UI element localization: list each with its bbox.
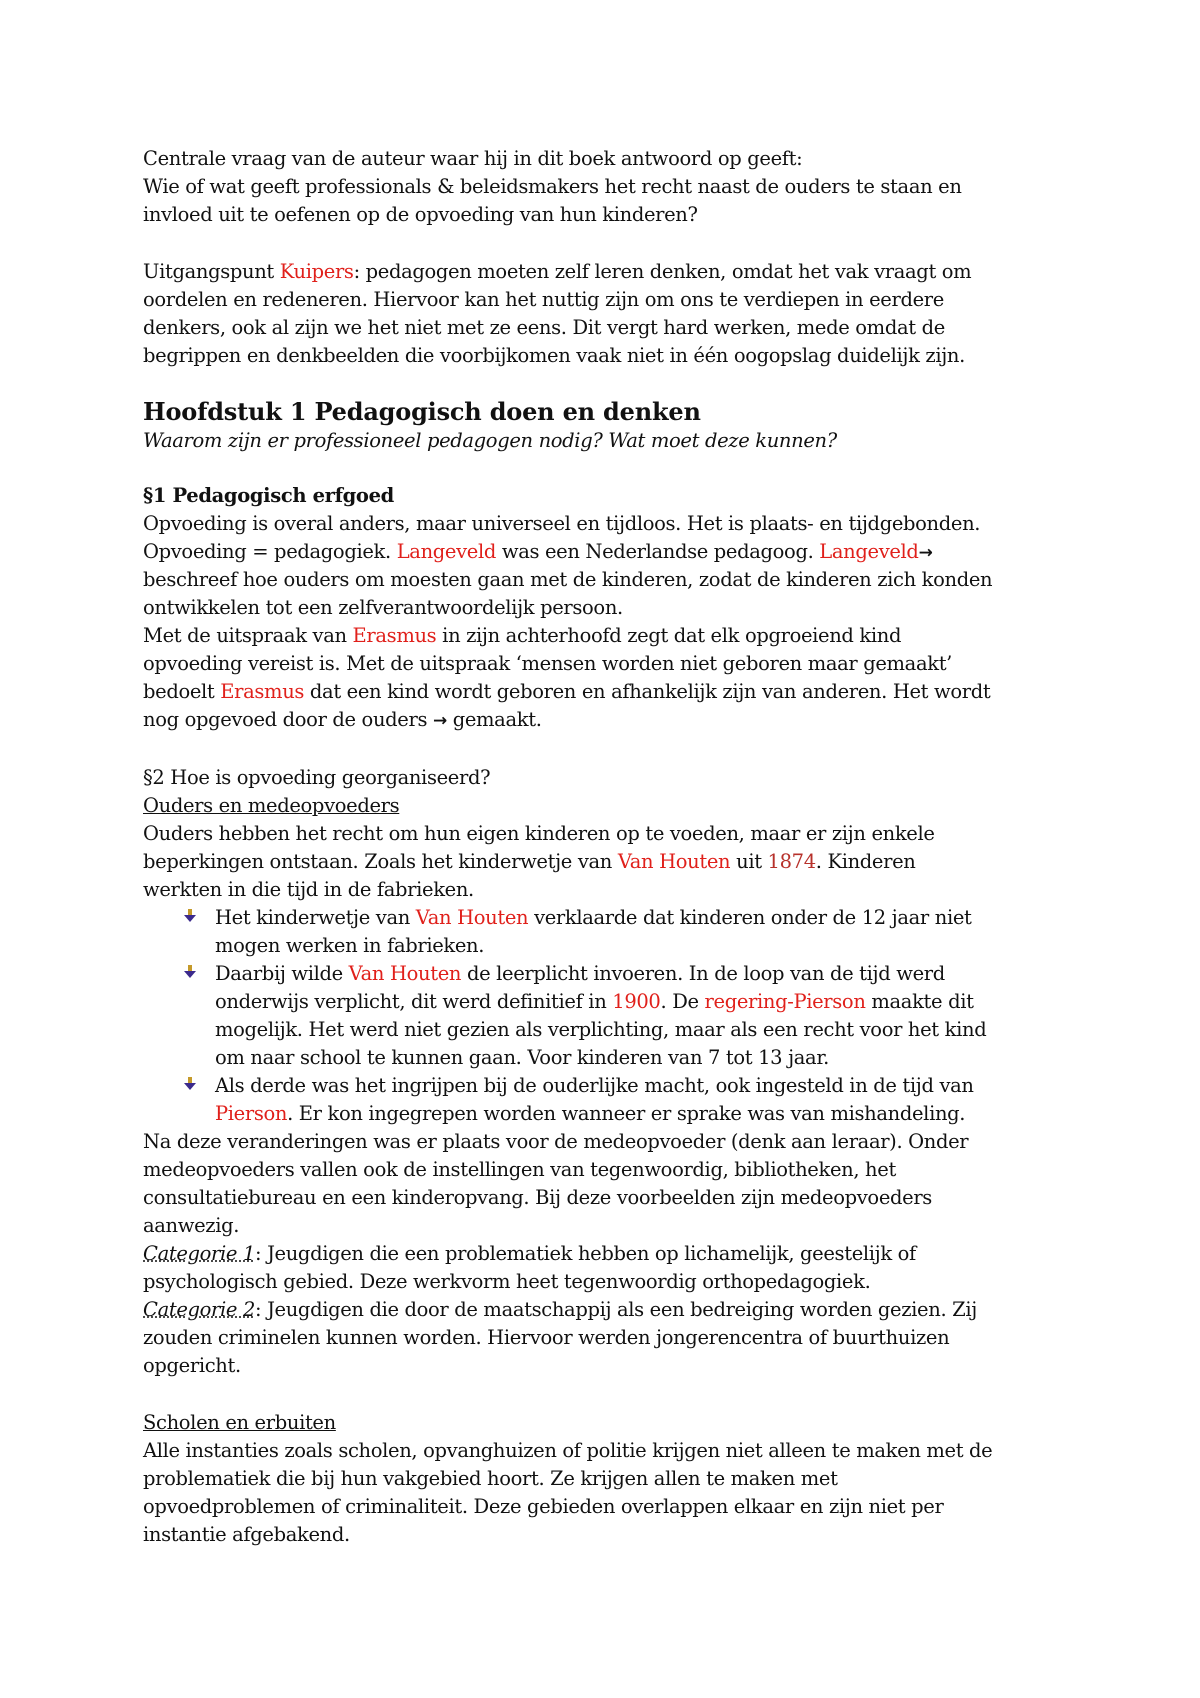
text-span: beperkingen ontstaan. Zoals het kinderwetje van xyxy=(143,850,618,873)
scholen-line-4: instantie afgebakend. xyxy=(143,1523,350,1546)
year-1900: 1900 xyxy=(612,990,661,1013)
name-langeveld: Langeveld xyxy=(396,540,496,563)
section-1-heading: §1 Pedagogisch erfgoed xyxy=(143,484,394,507)
section-1-line-3: beschreef hoe ouders om moesten gaan met de kinderen, zodat de kinderen zich konden xyxy=(143,568,993,591)
text-span: uit xyxy=(730,850,768,873)
text-span: bedoelt xyxy=(143,680,221,703)
category-1-line-2: psychologisch gebied. Deze werkvorm heet tegenwoordig orthopedagogiek. xyxy=(143,1270,871,1293)
name-pierson: Pierson xyxy=(215,1102,288,1125)
name-regering-pierson: regering-Pierson xyxy=(704,990,866,1013)
bullet-3-line-2 xyxy=(215,1100,965,1128)
chapter-subtitle: Waarom zijn er professioneel pedagogen nodig? Wat moet deze kunnen? xyxy=(143,429,837,452)
text-span: Daarbij wilde xyxy=(215,962,349,985)
intro-line-3: invloed uit te oefenen op de opvoeding van hun kinderen? xyxy=(143,203,698,226)
bullet-3-line-1: Als derde was het ingrijpen bij de ouderlijke macht, ook ingesteld in de tijd van xyxy=(215,1074,974,1097)
bullet-arrow-icon xyxy=(183,965,197,979)
name-van-houten: Van Houten xyxy=(415,906,529,929)
chapter-title: Hoofdstuk 1 Pedagogisch doen en denken xyxy=(143,397,701,426)
scholen-line-1: Alle instanties zoals scholen, opvanghuizen of politie krijgen niet alleen te maken met de xyxy=(143,1439,993,1462)
text-span: Met de uitspraak van xyxy=(143,624,353,647)
uitgangspunt-line-4: begrippen en denkbeelden die voorbijkomen vaak niet in één oogopslag duidelijk zijn. xyxy=(143,344,965,367)
name-langeveld: Langeveld xyxy=(819,540,919,563)
author-name-kuipers: Kuipers xyxy=(279,260,354,283)
bullet-arrow-icon xyxy=(183,909,197,923)
name-van-houten: Van Houten xyxy=(348,962,462,985)
text-span: : Jeugdigen die een problematiek hebben op lichamelijk, geestelijk of xyxy=(255,1242,916,1265)
text-span: in zijn achterhoofd zegt dat elk opgroeiend kind xyxy=(436,624,902,647)
text-span: . Kinderen xyxy=(815,850,916,873)
section-2-line-6: consultatiebureau en een kinderopvang. Bij deze voorbeelden zijn medeopvoeders xyxy=(143,1186,932,1209)
bullet-1-line-2: mogen werken in fabrieken. xyxy=(215,934,485,957)
subheading-ouders: Ouders en medeopvoeders xyxy=(143,794,400,817)
name-erasmus: Erasmus xyxy=(220,680,305,703)
uitgangspunt-line-1 xyxy=(143,258,971,286)
text-span: : Jeugdigen die door de maatschappij als een bedreiging worden gezien. Zij xyxy=(255,1298,977,1321)
section-1-line-4: ontwikkelen tot een zelfverantwoordelijk persoon. xyxy=(143,596,623,619)
section-2-line-1: Ouders hebben het recht om hun eigen kinderen op te voeden, maar er zijn enkele xyxy=(143,822,935,845)
scholen-line-3: opvoedproblemen of criminaliteit. Deze gebieden overlappen elkaar en zijn niet per xyxy=(143,1495,944,1518)
section-2-line-7: aanwezig. xyxy=(143,1214,240,1237)
section-2-line-3: werkten in die tijd in de fabrieken. xyxy=(143,878,474,901)
right-arrow-icon: → xyxy=(918,543,933,563)
text-span: maakte dit xyxy=(865,990,974,1013)
bullet-2-line-2 xyxy=(215,988,974,1016)
uitgangspunt-prefix: Uitgangspunt xyxy=(143,260,280,283)
right-arrow-icon: → xyxy=(432,711,447,731)
text-span: de leerplicht invoeren. In de loop van de tijd werd xyxy=(461,962,945,985)
text-span: . De xyxy=(660,990,705,1013)
intro-line-1: Centrale vraag van de auteur waar hij in dit boek antwoord op geeft: xyxy=(143,147,803,170)
bullet-2-line-4: om naar school te kunnen gaan. Voor kinderen van 7 tot 13 jaar. xyxy=(215,1046,830,1069)
bullet-2-line-3: mogelijk. Het werd niet gezien als verplichting, maar als een recht voor het kind xyxy=(215,1018,987,1041)
text-span: nog opgevoed door de ouders xyxy=(143,708,433,731)
year-1874: 1874 xyxy=(767,850,816,873)
text-span: Het kinderwetje van xyxy=(215,906,416,929)
intro-line-2: Wie of wat geeft professionals & beleidsmakers het recht naast de ouders te staan en xyxy=(143,175,962,198)
bullet-arrow-icon xyxy=(183,1077,197,1091)
section-2-line-5: medeopvoeders vallen ook de instellingen van tegenwoordig, bibliotheken, het xyxy=(143,1158,896,1181)
category-1-line-1 xyxy=(143,1240,916,1268)
scholen-line-2: problematiek die bij hun vakgebied hoort. Ze krijgen allen te maken met xyxy=(143,1467,838,1490)
text-span: was een Nederlandse pedagoog. xyxy=(496,540,820,563)
bullet-2-line-1 xyxy=(215,960,945,988)
text-span: Opvoeding = pedagogiek. xyxy=(143,540,397,563)
category-2-line-1 xyxy=(143,1296,977,1324)
section-2-heading: §2 Hoe is opvoeding georganiseerd? xyxy=(143,766,491,789)
subheading-scholen: Scholen en erbuiten xyxy=(143,1411,336,1434)
section-1-line-1: Opvoeding is overal anders, maar universeel en tijdloos. Het is plaats- en tijdgebonden. xyxy=(143,512,981,535)
section-1-line-7 xyxy=(143,678,990,706)
uitgangspunt-line-2: oordelen en redeneren. Hiervoor kan het nuttig zijn om ons te verdiepen in eerdere xyxy=(143,288,944,311)
uitgangspunt-line-3: denkers, ook al zijn we het niet met ze eens. Dit vergt hard werken, mede omdat de xyxy=(143,316,945,339)
text-span: onderwijs verplicht, dit werd definitief in xyxy=(215,990,613,1013)
section-1-line-5 xyxy=(143,622,901,650)
text-span: gemaakt. xyxy=(446,708,542,731)
text-span: dat een kind wordt geboren en afhankelijk zijn van anderen. Het wordt xyxy=(304,680,991,703)
category-1-label: Categorie 1 xyxy=(143,1242,255,1265)
name-erasmus: Erasmus xyxy=(352,624,437,647)
category-2-line-2: zouden criminelen kunnen worden. Hiervoor werden jongerencentra of buurthuizen xyxy=(143,1326,950,1349)
category-2-label: Categorie 2 xyxy=(143,1298,255,1321)
text-span: . Er kon ingegrepen worden wanneer er sprake was van mishandeling. xyxy=(287,1102,966,1125)
uitgangspunt-rest: : pedagogen moeten zelf leren denken, omdat het vak vraagt om xyxy=(353,260,972,283)
name-van-houten: Van Houten xyxy=(617,850,731,873)
section-2-line-2 xyxy=(143,848,916,876)
section-1-line-2 xyxy=(143,538,932,567)
bullet-1-line-1 xyxy=(215,904,972,932)
section-1-line-6: opvoeding vereist is. Met de uitspraak ‘mensen worden niet geboren maar gemaakt’ xyxy=(143,652,953,675)
section-2-line-4: Na deze veranderingen was er plaats voor de medeopvoeder (denk aan leraar). Onder xyxy=(143,1130,969,1153)
text-span: verklaarde dat kinderen onder de 12 jaar niet xyxy=(528,906,972,929)
category-2-line-3: opgericht. xyxy=(143,1354,241,1377)
section-1-line-8 xyxy=(143,706,542,735)
